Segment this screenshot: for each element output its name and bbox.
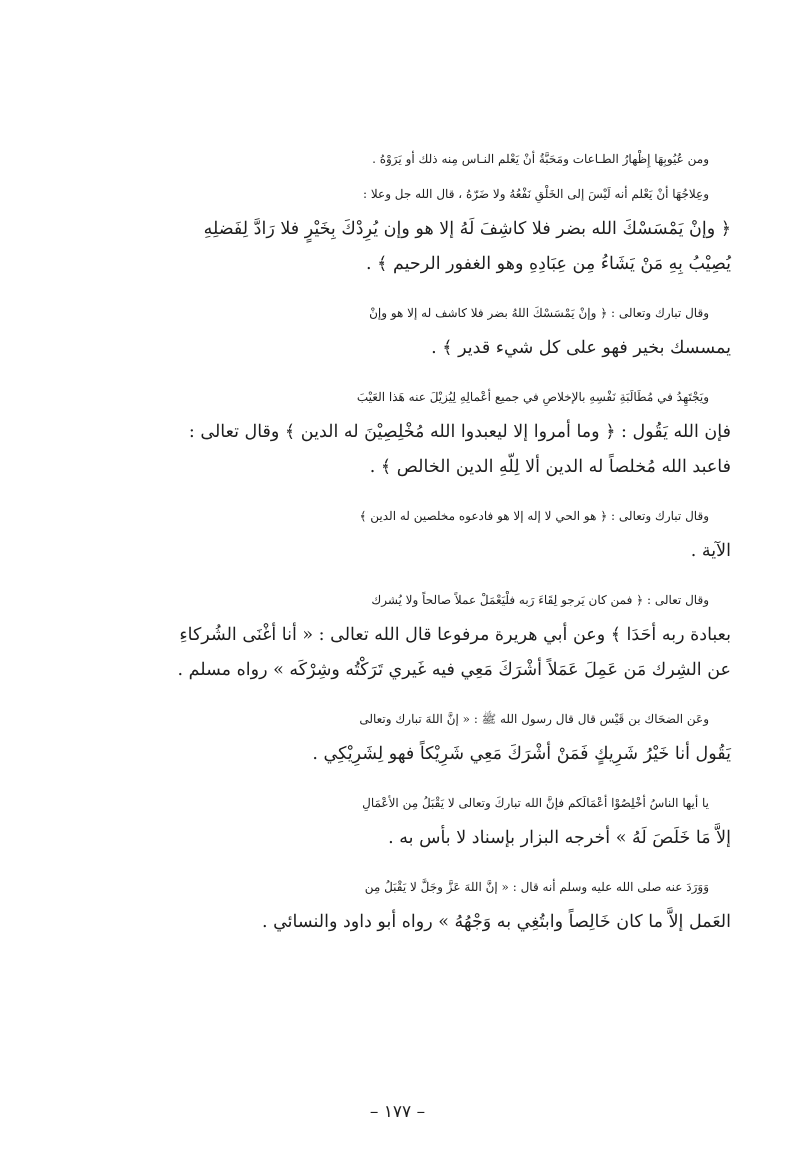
paragraph	[104, 296, 731, 366]
text-line: إلاَّ مَا خَلَصَ لَهُ » أخرجه البزار بإسناد لا بأس به .	[388, 828, 731, 848]
text-line: وقال تعالى : ﴿ فمن كان يَرجو لِقَاءَ رَبه فلْيَعْمَلْ عملاً صالحاً ولا يُشرك	[371, 593, 709, 607]
text-line: يُصِيْبُ بِهِ مَنْ يَشَاءُ مِن عِبَادِهِ وهو الغفور الرحيم ﴾ .	[366, 254, 731, 274]
text-line: ﴿ وإنْ يَمْسَسْكَ الله بضر فلا كاشِفَ لَهُ إلا هو وإن يُرِدْكَ بِخَيْرٍ فلا رَادَّ لِفَضلِهِ	[203, 219, 731, 239]
paragraph	[104, 786, 731, 856]
paragraph	[104, 702, 731, 772]
text-line: ويَجْتَهِدُ في مُطَالَبَةِ نَفْسِهِ بالإخلاصِ في جميع أعْمالِهِ لِيُزيْلَ عنه هَذا العَيْبَ	[356, 390, 709, 404]
paragraph	[104, 380, 731, 485]
text-line: عن الشِرك مَن عَمِلَ عَمَلاً أشْرَكَ مَعِي فيه غَيري تَرَكْتُه وشِرْكَه » رواه مسلم .	[177, 660, 731, 680]
text-line: ومن عُيُوبِهَا إِظْهارُ الطـاعات ومَحَبَّةُ أنْ يَعْلم النـاس مِنه ذلك أو يَرَوْهُ .	[372, 152, 709, 166]
text-line: وقال تبارك وتعالى : ﴿ هو الحي لا إله إلا هو فادعوه مخلصين له الدين ﴾	[359, 509, 709, 523]
text-line: يَقُول أنا خَيْرُ شَرِيكٍ فَمَنْ أشْرَكَ مَعِي شَرِيْكاً فهو لِشَرِيْكِي .	[312, 744, 731, 764]
page-number: – ١٧٧ –	[369, 1102, 426, 1122]
paragraph	[104, 177, 731, 282]
text-line: وعَن الضحَاك بن قَيْس قال قال رسول الله ﷺ : « إنَّ اللهَ تبارك وتعالى	[359, 712, 709, 726]
text-line: يا أيها الناسُ أخْلِصُوْا أعْمَالَكم فإنَّ الله تباركَ وتعالى لا يَقْبَلُ مِن الأعْمَالِ	[362, 796, 709, 810]
text-line: فإن الله يَقُول : ﴿ وما أمروا إلا ليعبدوا الله مُخْلِصِيْنَ له الدين ﴾ وقال تعالى :	[188, 422, 731, 442]
text-line: وَوَرَدَ عنه صلى الله عليه وسلم أنه قال : « إنَّ اللهَ عَزَّ وجَلَّ لا يَقْبَلُ مِن	[364, 880, 709, 894]
paragraph	[104, 583, 731, 688]
text-line: وعِلاجُهَا أنْ يَعْلم أنه لَيْسَ إلى الخَلْقِ نَفْعُهُ ولا ضَرّهُ ، قال الله جل وعلا :	[363, 187, 709, 201]
paragraph	[104, 870, 731, 940]
text-line: العَمل إلاَّ ما كان خَالِصاً وابتُغِي به وَجْهُهُ » رواه أبو داود والنسائي .	[261, 912, 731, 932]
paragraph	[104, 499, 731, 569]
paragraph	[104, 142, 731, 177]
text-line: يمسسك بخير فهو على كل شيء قدير ﴾ .	[431, 338, 731, 358]
text-line: وقال تبارك وتعالى : ﴿ وإنْ يَمْسَسْكَ اللهُ بضر فلا كاشف له إلا هو وإنْ	[369, 306, 709, 320]
page-body	[104, 142, 731, 954]
text-line: بعبادة ربه أحَدَا ﴾ وعن أبي هريرة مرفوعا قال الله تعالى : « أنا أغْنَى الشُركاءِ	[179, 625, 731, 645]
text-line: الآية .	[690, 541, 731, 561]
text-line: فاعبد الله مُخلصاً له الدين ألا لِلّهِ الدين الخالص ﴾ .	[369, 457, 731, 477]
